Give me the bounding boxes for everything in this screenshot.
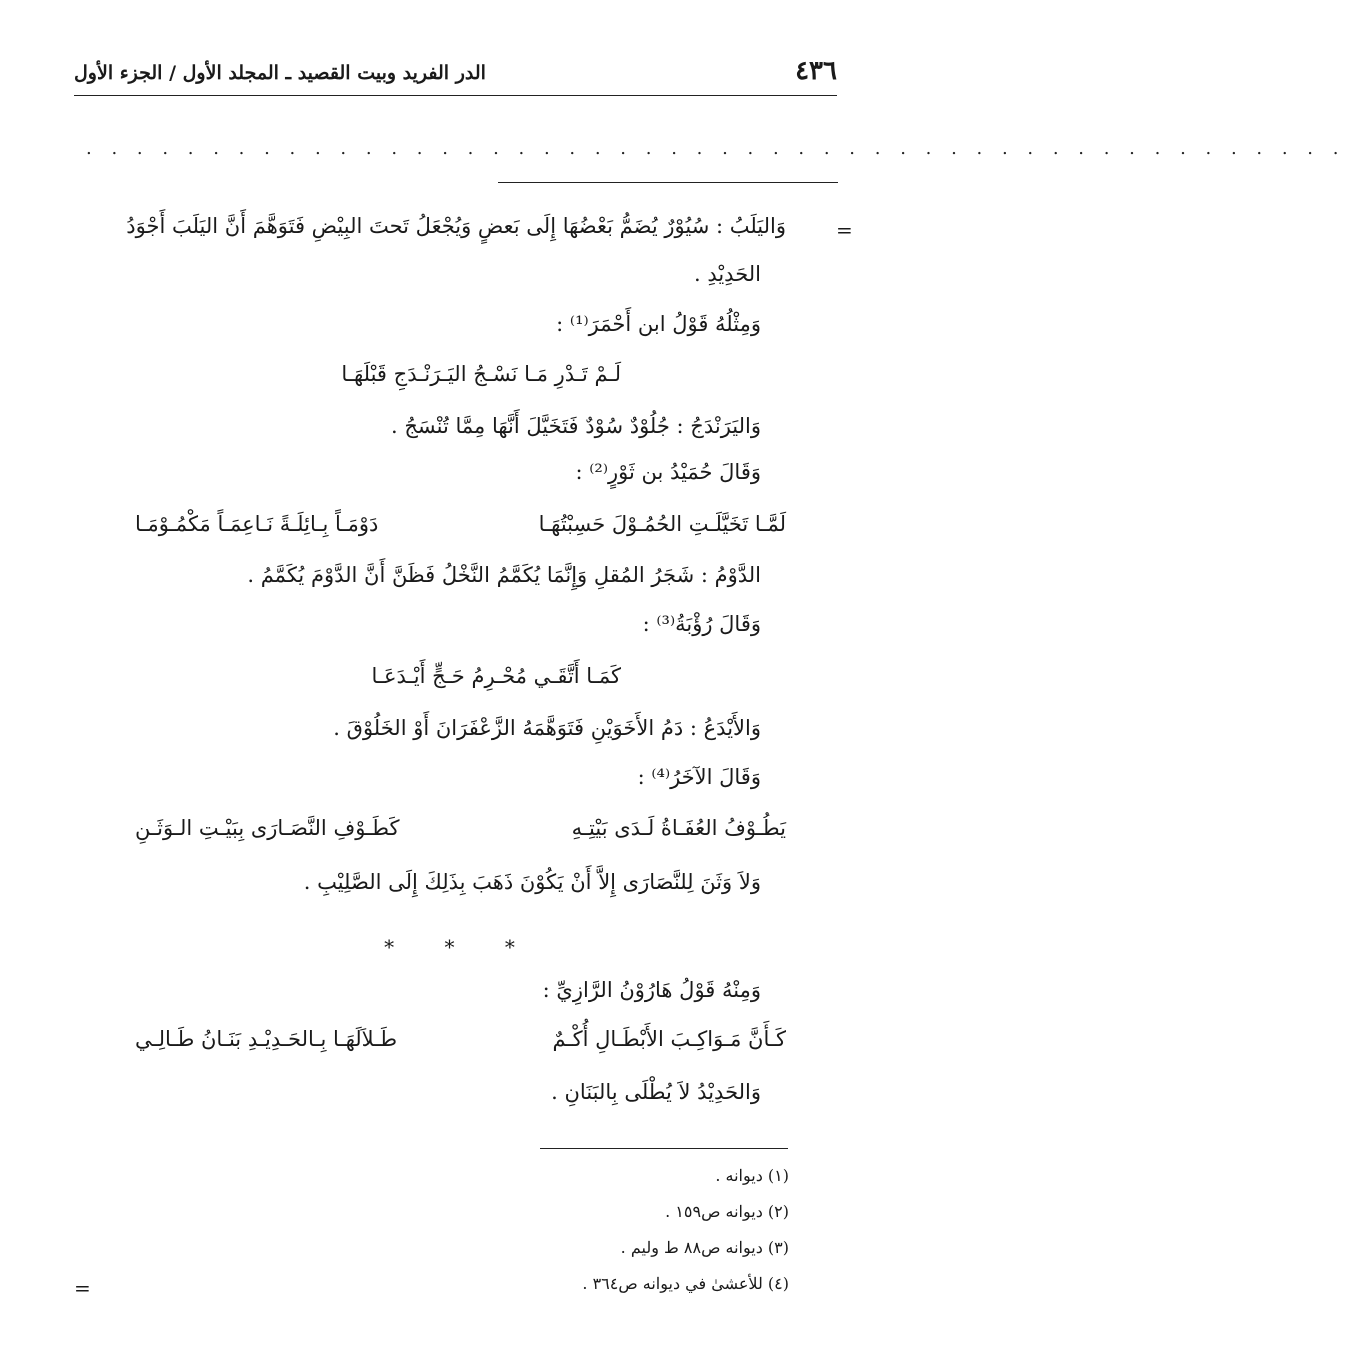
text-line: وَالأَيْدَعُ : دَمُ الأَخَوَيْنِ فَتَوَهَّمَهُ الزَّعْفَرَانَ أَوْ الخَلُوْقَ . — [333, 716, 761, 740]
margin-mark-top: = — [836, 218, 853, 242]
footnote: (٤) للأعشىٰ في ديوانه ص٣٦٤ . — [582, 1274, 789, 1293]
footnote: (١) ديوانه . — [715, 1166, 789, 1185]
text-line: وَلاَ وَثَنَ لِلنَّصَارَى إِلاَّ أَنْ يَكُوْنَ ذَهَبَ بِذَلِكَ إِلَى الصَّلِيْبِ . — [303, 870, 761, 894]
text-line: وَمِثْلُهُ قَوْلُ ابن أَحْمَرَ⁽¹⁾ : — [556, 312, 761, 336]
verse-hemistich-right: لَمَّـا تَخَيَّلَـتِ الحُمُـوْلَ حَسِبْتُهَـا — [538, 512, 786, 536]
verse-hemistich-left: كَطَـوْفِ النَّصَـارَى بِبَيْـتِ الـوَثَـنِ — [135, 816, 400, 840]
verse-hemistich-left: دَوْمَـاً بِـائِلَـةً نَـاعِمَـاً مَكْمُـوْمَـا — [135, 512, 379, 536]
page-number: ٤٣٦ — [795, 56, 837, 86]
running-title: الدر الفريد وبيت القصيد ـ المجلد الأول / الجزء الأول — [74, 62, 486, 84]
footnote-rule — [540, 1148, 788, 1149]
verse-hemistich-right: كَـأَنَّ مَـوَاكِـبَ الأَبْطَـالِ أُكْـمٌ — [552, 1027, 786, 1051]
text-line: وَمِنْهُ قَوْلُ هَارُوْنُ الرَّازِيِّ : — [542, 978, 761, 1002]
text-line: وَاليَلَبُ : سُيُوْرٌ يُضَمُّ بَعْضُهَا إِلَى بَعضٍ وَيُجْعَلُ تَحتَ البِيْضِ فَتَوَهَّمَ أَنَّ اليَلَبَ أَجْوَدُ — [126, 214, 786, 238]
text-line: وَقَالَ الآخَرُ⁽⁴⁾ : — [637, 765, 761, 789]
text-line: الحَدِيْدِ . — [693, 262, 761, 286]
footnote: (٣) ديوانه ص٨٨ ط وليم . — [620, 1238, 789, 1257]
margin-mark-bottom: = — [74, 1276, 91, 1300]
section-stars: * * * — [384, 935, 537, 959]
text-line: وَقَالَ حُمَيْدُ بن ثَوْرٍ⁽²⁾ : — [575, 460, 761, 484]
verse-line: كَمَـا أَتَّقَـي مُحْـرِمُ حَـجٍّ أَيْـدَعَـا — [371, 664, 621, 688]
text-line: وَاليَرَنْدَجُ : جُلُوْدٌ سُوْدٌ فَتَخَيَّلَ أَنَّهَا مِمَّا تُنْسَجُ . — [391, 414, 761, 438]
verse-hemistich-right: يَطُـوْفُ العُفَـاةُ لَـدَى بَيْتِـهِ — [571, 816, 786, 840]
verse-hemistich-left: طَـلاَلَهَـا بِـالحَـدِيْـدِ بَنَـانُ طَـالِـي — [135, 1027, 398, 1051]
text-line: وَالحَدِيْدُ لاَ يُطْلَى بِالبَنَانِ . — [551, 1080, 761, 1104]
header-rule — [74, 95, 837, 96]
verse-line: لَـمْ تَـدْرِ مَـا نَسْـجُ اليَـرَنْـدَجِ قَبْلَهَـا — [341, 362, 621, 386]
section-rule — [498, 182, 838, 183]
page-header — [74, 56, 837, 96]
text-line: وَقَالَ رُؤْبَةُ⁽³⁾ : — [642, 612, 761, 636]
text-line: الدَّوْمُ : شَجَرُ المُقلِ وَإِنَّمَا يُكَمَّمُ النَّخْلُ فَظَنَّ أَنَّ الدَّوْمَ يُكَمَّمُ . — [247, 563, 761, 587]
footnote: (٢) ديوانه ص١٥٩ . — [665, 1202, 789, 1221]
separator-dots: . . . . . . . . . . . . . . . . . . . . . . . . . . . . . . . . . . . . . . . . . . . . . . . . . . — [86, 138, 1345, 159]
